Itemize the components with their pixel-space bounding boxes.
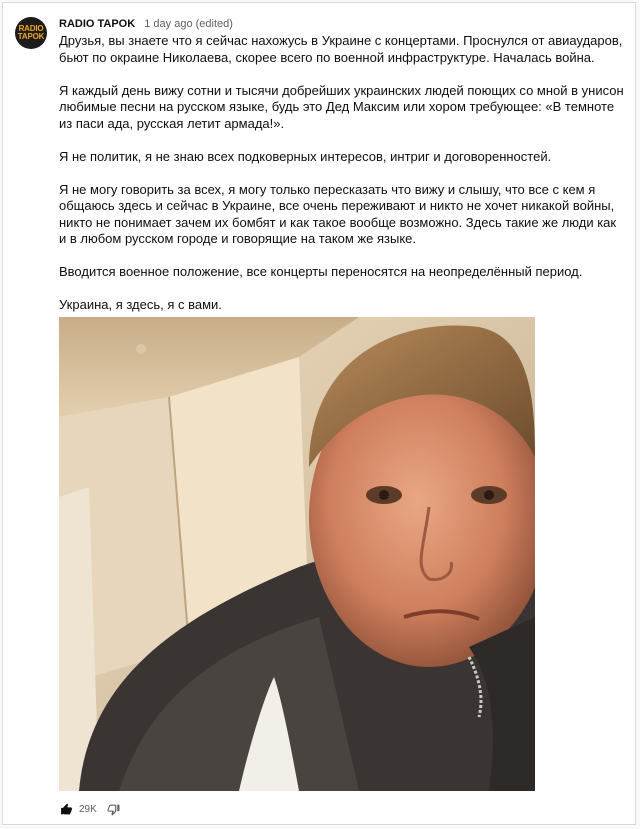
community-post xyxy=(2,2,636,825)
post-header xyxy=(59,17,233,31)
thumbs-up-icon[interactable] xyxy=(59,802,73,816)
post-paragraph: Друзья, вы знаете что я сейчас нахожусь в Украине с концертами. Проснулся от авиаударов, бьют по окраине Николаева, скорее всего по военной инфраструктуре. Началась война. xyxy=(59,33,623,65)
avatar-text-line-2: TAPOK xyxy=(17,32,45,41)
post-image[interactable] xyxy=(59,317,535,791)
post-paragraph: Я не политик, я не знаю всех подковерных интересов, интриг и договоренностей. xyxy=(59,148,552,164)
post-paragraph: Я не могу говорить за всех, я могу только пересказать что вижу и слышу, что все с кем я общаюсь здесь и сейчас в Украине, все очень переживают и никто не хочет никакой войны, никто не понимает зачем их бомбят и как такое вообще возможно. Здесь такие же люди как и в любом русском городе и говорящие на таком же языке. xyxy=(59,181,617,246)
like-count: 29K xyxy=(79,803,97,815)
post-actions xyxy=(59,801,121,817)
post-paragraph: Украина, я здесь, я с вами. xyxy=(59,297,222,312)
post-timestamp[interactable]: 1 day ago (edited) xyxy=(144,18,233,30)
channel-avatar[interactable] xyxy=(15,17,47,49)
post-paragraph: Вводится военное положение, все концерты переносятся на неопределённый период. xyxy=(59,264,583,279)
thumbs-down-icon[interactable] xyxy=(107,802,121,816)
post-paragraph: Я каждый день вижу сотни и тысячи добрейших украинских людей поющих со мной в унисон любимые песни на русском языке, будь это Дед Максим или хором требующее: «В темноте из паси ада, русская летит армада!». xyxy=(59,82,624,131)
post-photo-illustration xyxy=(59,317,535,791)
avatar-text-line-1: RADIO xyxy=(18,24,44,33)
channel-name[interactable]: RADIO TAPOK xyxy=(59,18,136,30)
post-text xyxy=(59,33,625,330)
